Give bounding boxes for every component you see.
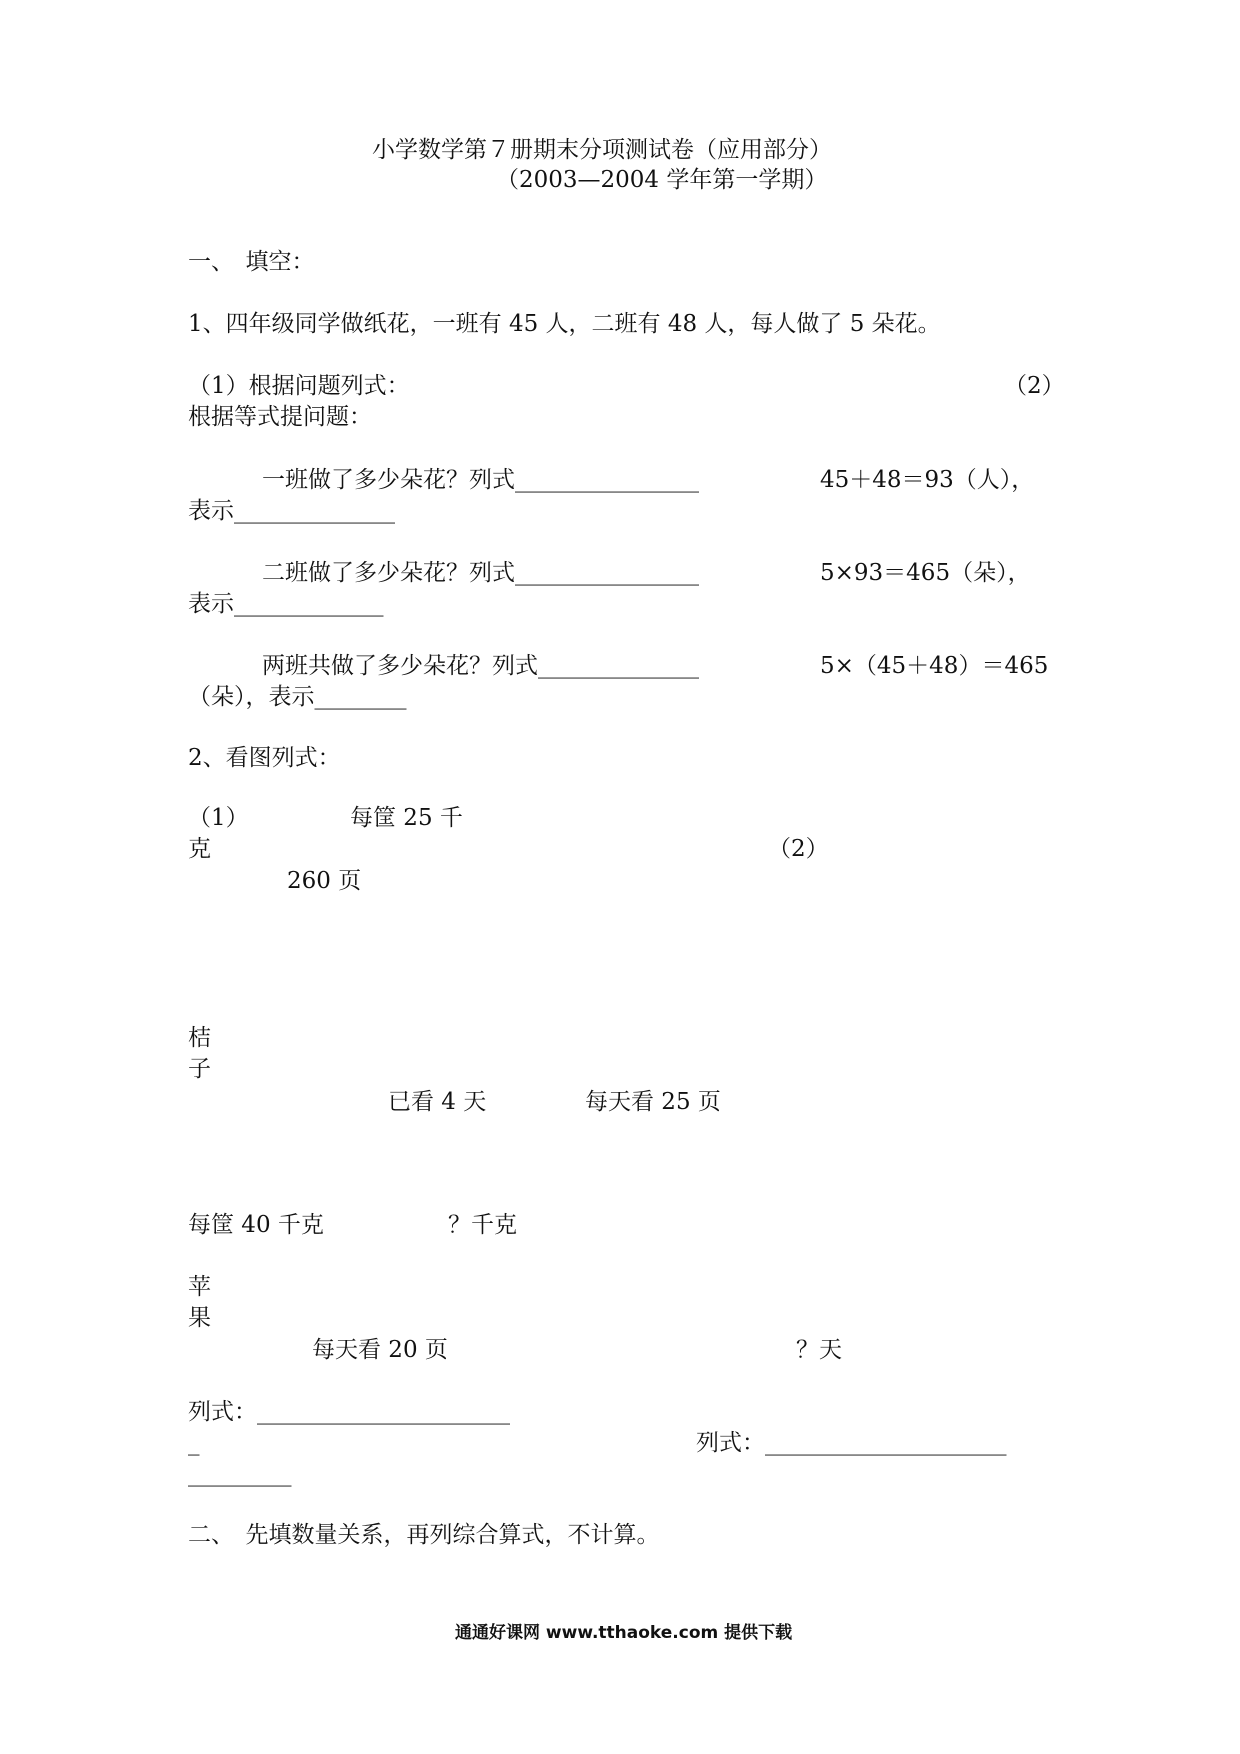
q1-row3-question: 两班共做了多少朵花？列式______________ [262,653,699,679]
fig2-answer-line: 列式：_____________________ [696,1430,1007,1456]
fig1-orange-label-2: 子 [188,1056,211,1082]
fig2-answer-line-cont: _________ [188,1461,292,1487]
question-2-heading: 2、看图列式： [188,745,341,771]
page-subtitle: （2003—2004 学年第一学期） [496,167,828,193]
q1-row2-question: 二班做了多少朵花？列式________________ [262,560,699,586]
q1-part2-label-cont: 根据等式提问题： [188,404,372,430]
fig2-label: （2） [768,836,829,862]
fig1-answer-line: 列式：______________________ [188,1399,510,1425]
q1-row3-equation: 5×（45＋48）＝465 [820,653,1049,679]
footer-credit: 通通好课网 www.tthaoke.com 提供下载 [455,1623,793,1643]
section-1-heading: 一、 填空： [188,249,315,275]
q1-row1-equation: 45＋48＝93（人）， [820,467,1035,493]
fig1-apple-label-2: 果 [188,1305,211,1331]
fig1-apple-label-1: 苹 [188,1274,211,1300]
fig1-orange-label-1: 桔 [188,1025,211,1051]
fig2-pages-per-day-after: 每天看 20 页 [312,1337,448,1363]
q1-row2-answer-line: 表示_____________ [188,591,384,617]
fig1-answer-line-cont: _ [188,1430,200,1456]
fig1-label: （1） [188,805,249,831]
q1-row1-question: 一班做了多少朵花？列式________________ [262,467,699,493]
q1-row1-answer-line: 表示______________ [188,498,395,524]
fig2-total-pages: 260 页 [287,868,362,894]
fig2-unknown-days: ？天 [796,1337,842,1363]
fig2-pages-per-day-before: 每天看 25 页 [585,1089,721,1115]
question-1-stem: 1、四年级同学做纸花，一班有 45 人，二班有 48 人，每人做了 5 朵花。 [188,311,941,337]
fig1-apple-per-basket: 每筐 40 千克 [188,1212,324,1238]
page-title: 小学数学第７册期末分项测试卷（应用部分） [372,137,832,163]
q1-row3-answer-line: （朵），表示________ [188,684,407,710]
q1-part2-label: （2） [1004,373,1065,399]
fig1-orange-per-basket: 每筐 25 千 [350,805,463,831]
section-2-heading: 二、 先填数量关系，再列综合算式，不计算。 [188,1522,660,1548]
fig1-orange-per-basket-cont: 克 [188,836,211,862]
q1-part1-label: （1）根据问题列式： [188,373,410,399]
fig2-days-read: 已看 4 天 [388,1089,487,1115]
fig1-unknown-weight: ？千克 [448,1212,517,1238]
q1-row2-equation: 5×93＝465（朵）， [820,560,1031,586]
